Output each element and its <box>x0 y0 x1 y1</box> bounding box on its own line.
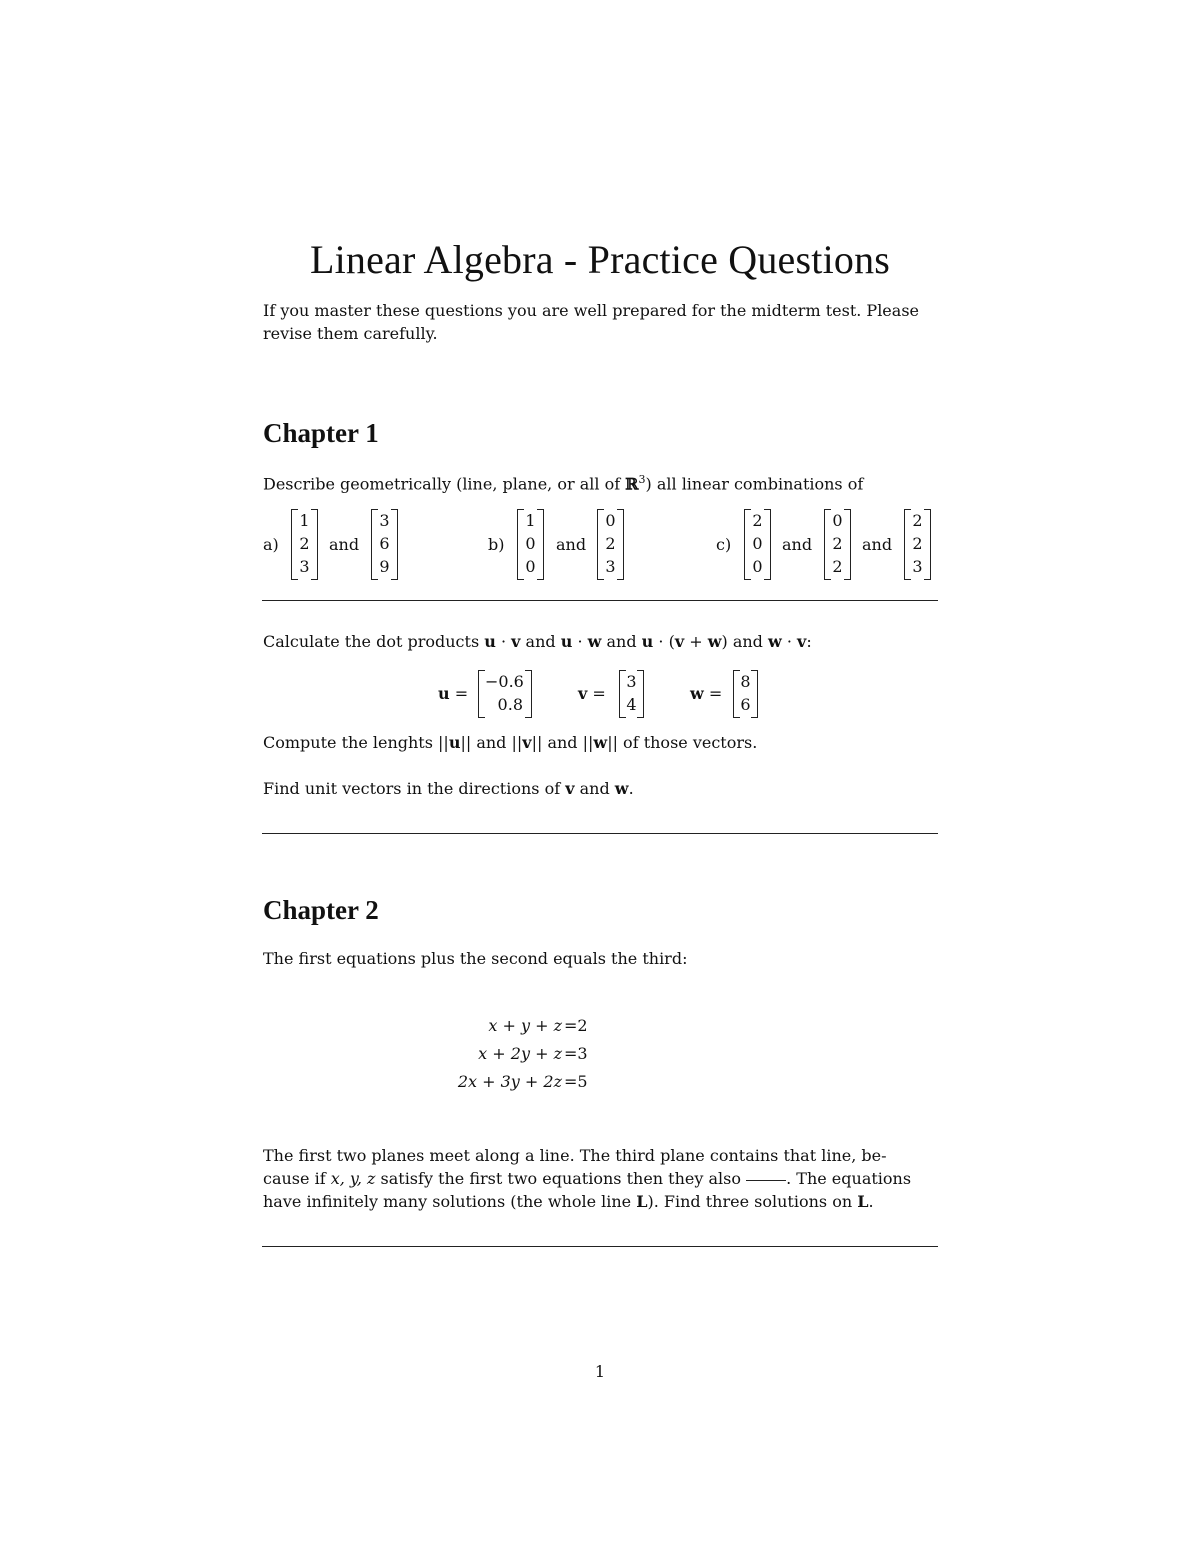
vector-b1 <box>517 509 544 580</box>
section-divider <box>262 600 938 601</box>
vector-entry: 0 <box>832 511 843 530</box>
vector-entry: 6 <box>379 534 390 553</box>
vector-entry: 0 <box>752 557 763 576</box>
vector-entry: 3 <box>626 672 637 691</box>
equation-2-lhs: x + 2y + z <box>478 1044 562 1063</box>
vector-b2 <box>597 509 624 580</box>
equation-1-lhs: x + y + z <box>488 1016 562 1035</box>
vector-entry: 2 <box>832 557 843 576</box>
page-number: 1 <box>594 1362 606 1381</box>
section-divider <box>262 1246 938 1247</box>
and-word: and <box>329 535 360 554</box>
equation-2-rhs: =3 <box>564 1044 588 1063</box>
and-word: and <box>862 535 893 554</box>
part-c-label: c) <box>716 535 732 554</box>
chapter-1-heading: Chapter 1 <box>263 418 379 448</box>
dot-product-question: Calculate the dot products u · v and u · w and u · (v + w) and w · v: <box>263 632 812 651</box>
vector-entry: 0 <box>525 557 536 576</box>
equation-1-rhs: =2 <box>564 1016 588 1035</box>
vector-entry: 0 <box>752 534 763 553</box>
vector-entry: 2 <box>299 534 310 553</box>
vector-u <box>478 670 532 718</box>
vector-entry: 4 <box>626 695 637 714</box>
equation-3-rhs: =5 <box>564 1072 588 1091</box>
and-word: and <box>782 535 813 554</box>
equation-3-lhs: 2x + 3y + 2z <box>457 1072 562 1091</box>
vector-entry: 0 <box>605 511 616 530</box>
lengths-question: Compute the lenghts ||u|| and ||v|| and ||w|| of those vectors. <box>263 733 758 752</box>
vector-a1 <box>291 509 318 580</box>
describe-question: Describe geometrically (line, plane, or all of ℝ$^3$) all linear combinations of <box>263 473 864 494</box>
v-label: v = <box>578 684 606 703</box>
vector-entry: −0.6 <box>485 672 524 691</box>
vector-entry: 2 <box>605 534 616 553</box>
vector-c1 <box>744 509 771 580</box>
planes-paragraph <box>263 1144 937 1213</box>
part-a-label: a) <box>263 535 279 554</box>
vector-entry: 1 <box>525 511 536 530</box>
fill-in-blank <box>746 1180 786 1181</box>
planes-line-3: have infinitely many solutions (the whole line L). Find three solutions on L. <box>263 1192 874 1211</box>
vector-entry: 1 <box>299 511 310 530</box>
vector-entry: 9 <box>379 557 390 576</box>
vector-entry: 3 <box>912 557 923 576</box>
vector-entry: 6 <box>740 695 751 714</box>
u-label: u = <box>438 684 469 703</box>
page-title: Linear Algebra - Practice Questions <box>309 237 891 282</box>
w-label: w = <box>690 684 723 703</box>
and-word: and <box>556 535 587 554</box>
vector-entry: 3 <box>379 511 390 530</box>
section-divider <box>262 833 938 834</box>
planes-line-1: The first two planes meet along a line. The third plane contains that line, be- <box>263 1146 887 1165</box>
intro-paragraph: If you master these questions you are well prepared for the midterm test. Please revise them carefully. <box>263 301 919 343</box>
vector-entry: 3 <box>605 557 616 576</box>
chapter-2-intro: The first equations plus the second equals the third: <box>263 949 688 968</box>
vector-entry: 2 <box>912 534 923 553</box>
vector-entry: 0 <box>525 534 536 553</box>
vector-c3 <box>904 509 931 580</box>
vector-entry: 2 <box>752 511 763 530</box>
vector-c2 <box>824 509 851 580</box>
planes-line-2: cause if x, y, z satisfy the first two equations then they also . The equations <box>263 1169 912 1188</box>
vector-w <box>733 670 758 718</box>
vector-entry: 0.8 <box>497 695 523 714</box>
vector-entry: 2 <box>912 511 923 530</box>
vector-v <box>619 670 644 718</box>
chapter-2-heading: Chapter 2 <box>263 895 379 925</box>
unit-vectors-question: Find unit vectors in the directions of v and w. <box>263 779 634 798</box>
vector-entry: 3 <box>299 557 310 576</box>
vector-a2 <box>371 509 398 580</box>
vector-entry: 2 <box>832 534 843 553</box>
vector-entry: 8 <box>740 672 751 691</box>
part-b-label: b) <box>488 535 505 554</box>
